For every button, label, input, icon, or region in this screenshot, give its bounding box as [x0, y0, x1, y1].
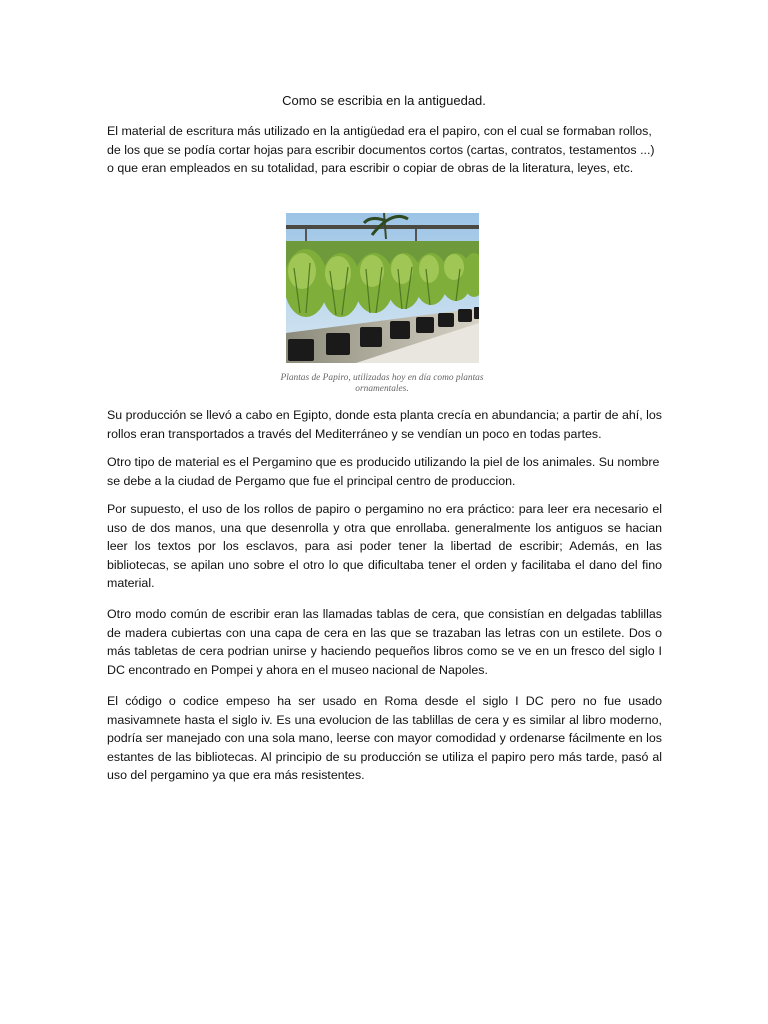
paragraph-4: Por supuesto, el uso de los rollos de papiro o pergamino no era práctico: para leer era necesario el uso de dos manos, una que desenrolla y otra que enrollaba. generalmente los antiguos se hacian leer los textos por los esclavos, para asi poder tener la libertad de escribir; Además, en las bibliotecas, se apilan uno sobre el otro lo que dificultaba tener el orden y facilitaba el dano del fino material. — [107, 502, 662, 591]
paragraph-5: Otro modo común de escribir eran las llamadas tablas de cera, que consistían en delgadas tablillas de madera cubiertas con una capa de cera en las que se trazaban las letras con un estilete. Dos o más tabletas de cera podrian unirse y haciendo pequeños libros como se ve en un fresco del siglo I DC encontrado en Pompei y ahora en el museo nacional de Napoles. — [107, 607, 662, 677]
page-title: Como se escribia en la antiguedad. — [282, 93, 486, 108]
image-caption: Plantas de Papiro, utilizadas hoy en día como plantas ornamentales. — [280, 373, 484, 394]
papyrus-photo — [286, 213, 479, 363]
paragraph-2: Su producción se llevó a cabo en Egipto, donde esta planta crecía en abundancia; a partir de ahí, los rollos eran transportados a través del Mediterráneo y se vendían un poco en todas partes. — [107, 408, 662, 441]
paragraph-3: Otro tipo de material es el Pergamino que es producido utilizando la piel de los animales. Su nombre se debe a la ciudad de Pergamo que fue el principal centro de produccion. — [107, 455, 660, 488]
papyrus-plants-image — [286, 213, 479, 363]
paragraph-1: El material de escritura más utilizado en la antigüedad era el papiro, con el cual se formaban rollos, de los que se podía cortar hojas para escribir documentos cortos (cartas, contratos, testamentos ...) o que eran empleados en su totalidad, para escribir o copiar de obras de la literatura, leyes, etc. — [107, 124, 655, 176]
paragraph-6: El código o codice empeso ha ser usado en Roma desde el siglo I DC pero no fue usado masivamnete hasta el siglo iv. Es una evolucion de las tablillas de cera y es similar al libro moderno, podría ser manejado con una sola mano, leerse con mayor comodidad y ordenarse fácilmente en los estantes de las bibliotecas. Al principio de su producción se utiliza el papiro pero más tarde, pasó al uso del pergamino ya que era más resistentes. — [107, 694, 662, 783]
